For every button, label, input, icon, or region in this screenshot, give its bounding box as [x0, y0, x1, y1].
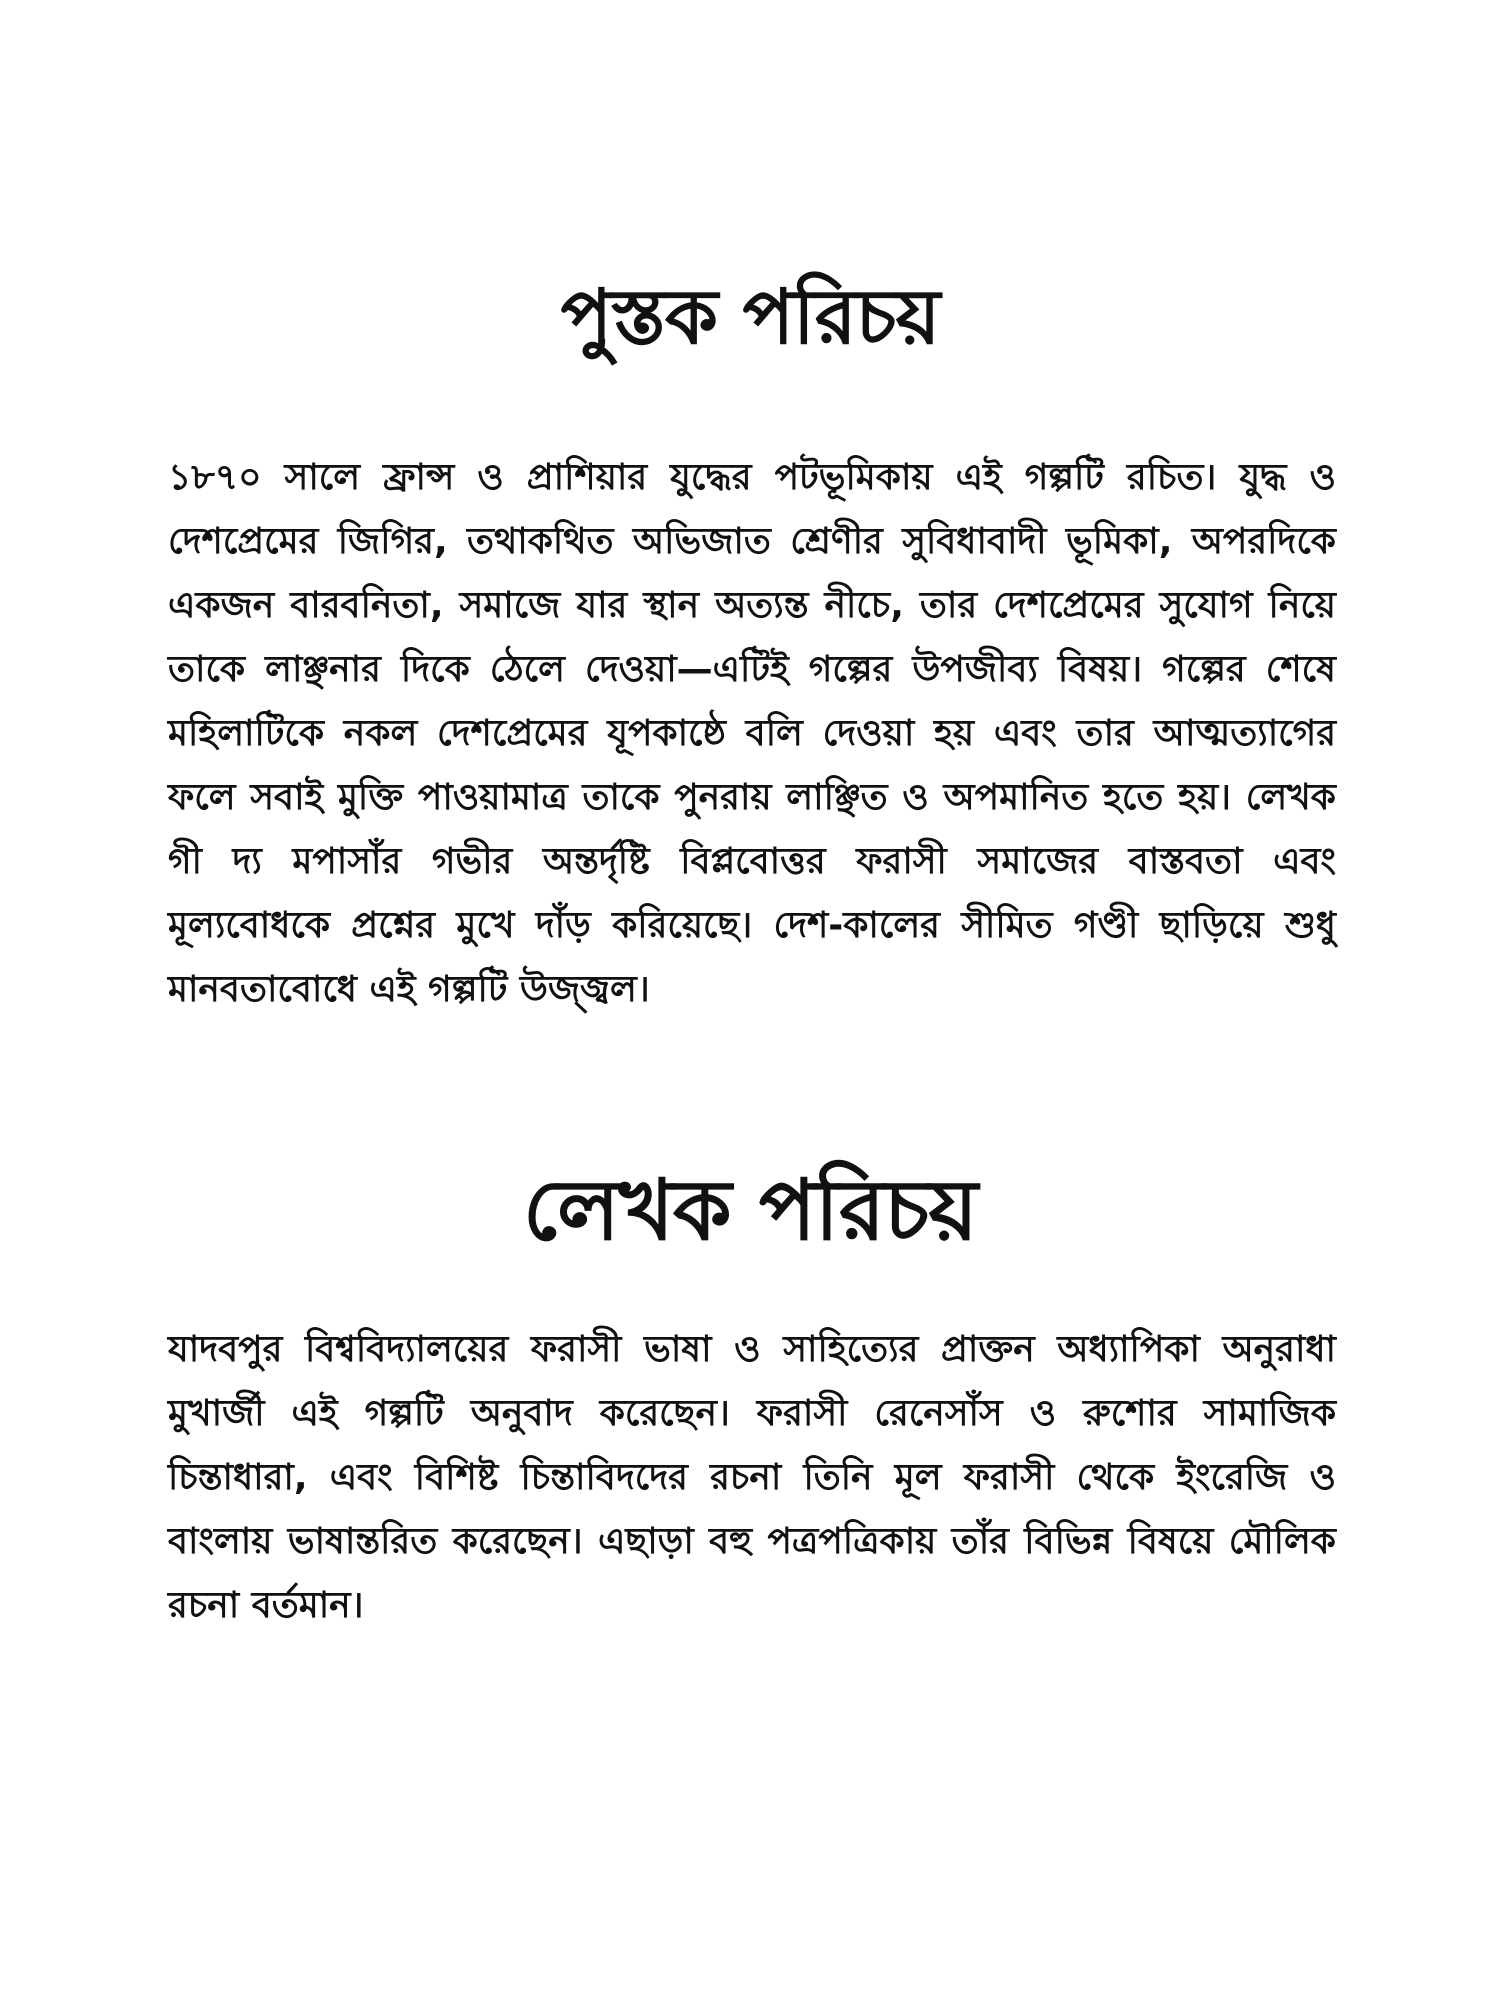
author-intro-paragraph: যাদবপুর বিশ্ববিদ্যালয়ের ফরাসী ভাষা ও সাহিত্যের প্রাক্তন অধ্যাপিকা অনুরাধা মুখার্জী এই গল্পটি অনুবাদ করেছেন। ফরাসী রেনেসাঁস ও রুশোর সামাজিক চিন্তাধারা, এবং বিশিষ্ট চিন্তাবিদদের রচনা তিনি মূল ফরাসী থেকে ইংরেজি ও বাংলায় ভাষান্তরিত করেছেন। এছাড়া বহু পত্রপত্রিকায় তাঁর বিভিন্ন বিষয়ে মৌলিক রচনা বর্তমান।: [168, 1329, 1336, 1626]
book-intro-heading: পুস্তক পরিচয়: [560, 272, 940, 361]
author-intro-heading: লেখক পরিচয়: [523, 1161, 977, 1259]
book-intro-paragraph: ১৮৭০ সালে ফ্রান্স ও প্রাশিয়ার যুদ্ধের পটভূমিকায় এই গল্পটি রচিত। যুদ্ধ ও দেশপ্রেমের জিগির, তথাকথিত অভিজাত শ্রেণীর সুবিধাবাদী ভূমিকা, অপরদিকে একজন বারবনিতা, সমাজে যার স্থান অত্যন্ত নীচে, তার দেশপ্রেমের সুযোগ নিয়ে তাকে লাঞ্ছনার দিকে ঠেলে দেওয়া—এটিই গল্পের উপজীব্য বিষয়। গল্পের শেষে মহিলাটিকে নকল দেশপ্রেমের যূপকাষ্ঠে বলি দেওয়া হয় এবং তার আত্মত্যাগের ফলে সবাই মুক্তি পাওয়ামাত্র তাকে পুনরায় লাঞ্ছিত ও অপমানিত হতে হয়। লেখক গী দ্য মপাসাঁর গভীর অন্তর্দৃষ্টি বিপ্লবোত্তর ফরাসী সমাজের বাস্তবতা এবং মূল্যবোধকে প্রশ্নের মুখে দাঁড় করিয়েছে। দেশ-কালের সীমিত গণ্ডী ছাড়িয়ে শুধু মানবতাবোধে এই গল্পটি উজ্জ্বল।: [168, 457, 1336, 1010]
